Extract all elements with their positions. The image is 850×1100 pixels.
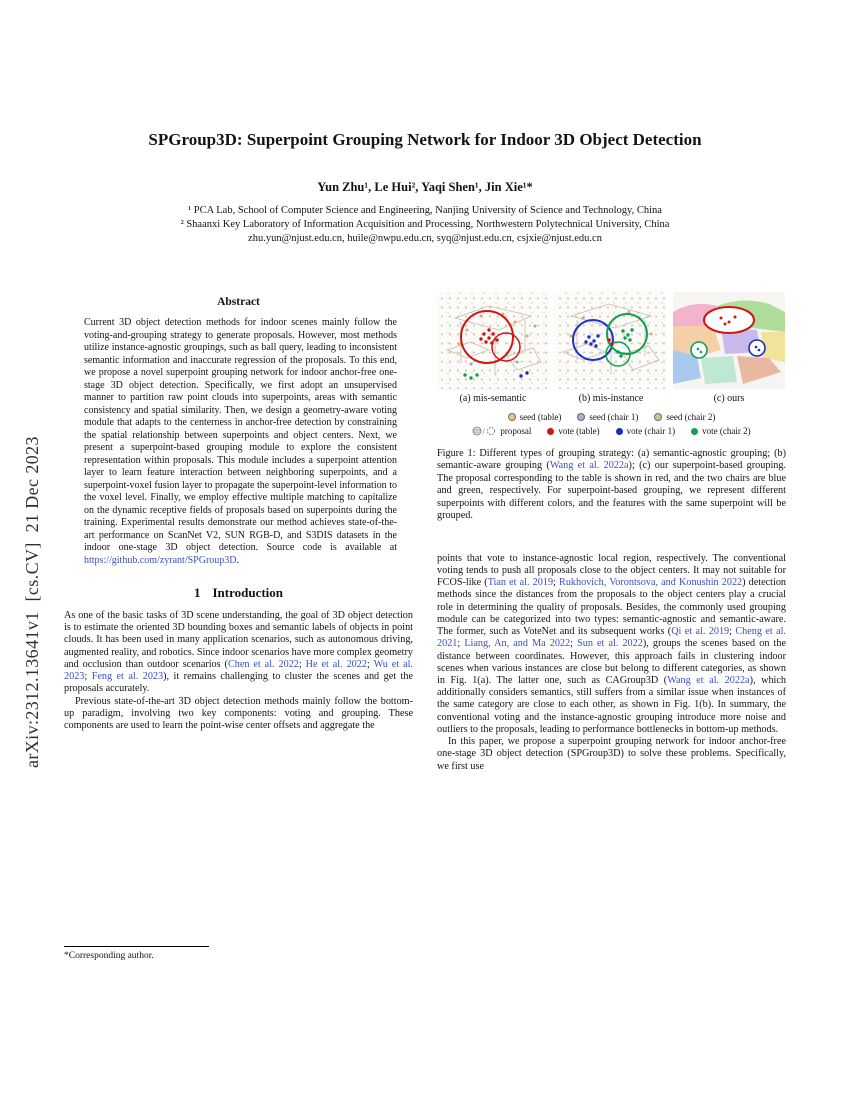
svg-text:/: /	[482, 427, 486, 436]
text-run: ), which additionally considers semantics, still suffers from a similar issue when instances of the same category are close to each other, as shown in Fig. 1(b). In summary, the conventional voting and the instance-agnostic grouping introduce more noise and outliers to the proposals, leading to performance bottlenecks in bottom-up methods.	[437, 674, 787, 735]
vote-chair1-points	[584, 334, 599, 347]
proposal-icon	[472, 426, 496, 436]
seed-table-swatch	[508, 413, 516, 421]
footnote-text: *Corresponding author.	[64, 951, 154, 961]
figure-1-panels	[437, 292, 786, 389]
source-code-link[interactable]: https://github.com/zyrant/SPGroup3D	[84, 554, 237, 566]
text-run: ;	[553, 577, 560, 589]
red-table-superpoint	[704, 307, 754, 333]
text-run: ); (c) our superpoint-based grouping. The proposal corresponding to the table is shown in red, and the two chairs are blue and green, respectively. For superpoint-based grouping, we represent different superpoints with different colors, and the features with the same superpoint will be grouped.	[437, 460, 787, 522]
paper-title: SPGroup3D: Superpoint Grouping Network for Indoor 3D Object Detection	[148, 130, 702, 149]
red-proposal-circle	[461, 311, 513, 363]
subcaption-b: (b) mis-instance	[578, 393, 644, 404]
citation-link[interactable]: Feng et al. 2023	[91, 671, 164, 683]
author-emails: zhu.yun@njust.edu.cn, huile@nwpu.edu.cn, syq@njust.edu.cn, csjxie@njust.edu.cn	[248, 233, 602, 244]
vote-chair2-points	[463, 373, 478, 379]
abstract-heading: Abstract	[217, 296, 260, 308]
text-run: ;	[570, 638, 578, 650]
right-column	[437, 292, 786, 773]
legend-item-seed-table	[508, 412, 562, 422]
intro-paragraph-1	[64, 610, 413, 696]
legend-label: vote (chair 1)	[626, 426, 676, 436]
citation-link[interactable]: He et al. 2022	[305, 658, 367, 670]
citation-link[interactable]: Cheng et al. 2021	[437, 626, 786, 650]
legend-item-seed-chair1	[577, 412, 638, 422]
right-paragraph-2: In this paper, we propose a superpoint grouping network for indoor anchor-free one-stage 3D object detection (SPGroup3D) to solve these problems. Specifically, we first use	[437, 736, 786, 772]
legend-label: proposal	[500, 426, 532, 436]
paper-header	[0, 130, 850, 244]
citation-link[interactable]: Rukhovich, Vorontsova, and Konushin 2022	[559, 577, 743, 589]
text-run: Current 3D object detection methods for indoor scenes mainly follow the voting-and-grouping strategy to generate proposals. However, most methods utilize instance-agnostic groupings, such as ball query, leading to inconsistent semantic information and inaccurate regression of the proposals. To this end, we propose a novel superpoint grouping network for indoor anchor-free one-stage 3D object detection. Specifically, we first adopt an unsupervised manner to partition raw point clouds into superpoints, areas with semantic consistency and spatial similarity. Then, we design a geometry-aware voting module that adapts to the centerness in anchor-free detection by constraining the spatial relationship between superpoints and object centers. Next, we present a superpoint-based grouping module to explore the consistent representation within proposals. This module includes a superpoint attention layer to learn feature interaction between neighboring superpoints, and a superpoint-voxel fusion layer to propagate the superpoint-level information to the voxel level. Finally, we employ effective multiple matching to capitalize on the dynamic receptive fields of proposals based on superpoints during the training. Experimental results demonstrate our method achieves state-of-the-art performance on ScanNet V2, SUN RGB-D, and S3DIS datasets in the indoor one-stage 3D object detection. Source code is available at	[84, 317, 397, 553]
red-proposal-circle-small	[492, 333, 520, 361]
figure-1-caption	[437, 448, 786, 523]
intro-paragraph-2: Previous state-of-the-art 3D object detection methods mainly follow the bottom-up paradigm, involving two key components: voting and grouping. These components are used to learn the point-wise center offsets and aggregate the	[64, 695, 413, 732]
text-run: As one of the basic tasks of 3D scene understanding, the goal of 3D object detection is to estimate the oriented 3D bounding boxes and semantic labels of objects in point clouds. It has been used in many application scenarios, such as autonomous driving, augmented reality, and robotics. Since indoor scenarios have more complex geometry and occlusion than outdoor scenarios (	[64, 610, 413, 670]
subcaption-c: (c) ours	[713, 393, 745, 404]
point-cloud-a	[437, 292, 549, 389]
superpoint-segments-c	[673, 292, 785, 389]
vote-chair1-points	[519, 371, 528, 377]
figure-panel-c	[673, 292, 785, 389]
point-cloud-b	[555, 292, 667, 389]
text-run: ), groups the scenes based on the distance between coordinates. However, this approach fails in clustering indoor scenes when various instances are close but belong to different categories, as shown in Fig. 1(a). The latter one, such as CAGroup3D (	[437, 638, 786, 686]
vote-table-dot	[547, 428, 554, 435]
legend-item-vote-table	[547, 426, 599, 436]
section-heading-introduction	[64, 585, 413, 601]
text-run: ;	[84, 671, 92, 683]
citation-link[interactable]: Qi et al. 2019	[671, 626, 730, 638]
citation-link[interactable]: Wang et al. 2022a	[549, 460, 629, 472]
legend-label: seed (table)	[519, 412, 562, 422]
citation-link[interactable]: Sun et al. 2022	[577, 638, 643, 650]
citation-link[interactable]: Liang, An, and Ma 2022	[464, 638, 571, 650]
legend-label: seed (chair 1)	[589, 412, 639, 422]
right-paragraph-1	[437, 553, 786, 737]
author-line: Yun Zhu¹, Le Hui², Yaqi Shen¹, Jin Xie¹*	[317, 180, 533, 194]
figure-panel-a	[437, 292, 549, 389]
text-run: Figure 1: Different types of grouping strategy: (a) semantic-agnostic grouping; (b) semantic-aware grouping (	[437, 448, 786, 472]
citation-link[interactable]: Wu et al. 2023	[64, 658, 413, 683]
vote-chair2-dot	[691, 428, 698, 435]
left-column	[64, 296, 413, 732]
text-run: ;	[729, 626, 736, 638]
citation-link[interactable]: Chen et al. 2022	[227, 658, 299, 670]
text-run: ) detection methods since the distances from the proposals to the object centers play a crucial role in determining the quality of proposals. Besides, the commonly used grouping module can be categorized into two types: semantic-agnostic and semantic-aware. The former, such as VoteNet and its subsequent works (	[437, 577, 787, 638]
legend-item-proposal	[472, 426, 531, 436]
text-run: ;	[298, 658, 306, 670]
blue-chair-superpoint	[749, 340, 765, 356]
citation-link[interactable]: Wang et al. 2022a	[667, 674, 750, 686]
legend-item-vote-chair2	[691, 426, 750, 436]
affiliation-1: ¹ PCA Lab, School of Computer Science and Engineering, Nanjing University of Science and Technology, China	[188, 205, 662, 216]
figure-subcaptions	[437, 393, 786, 404]
text-run: ;	[366, 658, 374, 670]
affiliation-2: ² Shaanxi Key Laboratory of Information Acquisition and Processing, Northwestern Polytechnical University, China	[180, 219, 670, 230]
text-run: points that vote to instance-agnostic local region, respectively. The conventional voting tends to push all proposals close to the object centers. It may not suitable for FCOS-like (	[437, 552, 786, 589]
subcaption-a: (a) mis-semantic	[459, 393, 527, 404]
section-number: 1	[193, 585, 201, 600]
text-run: ;	[457, 638, 465, 650]
vote-chair1-dot	[616, 428, 623, 435]
text-run: ), it remains challenging to cluster the scenes and get the proposals accurately.	[64, 671, 413, 695]
abstract-text	[84, 317, 397, 567]
legend-item-seed-chair2	[654, 412, 715, 422]
seed-chair1-swatch	[577, 413, 585, 421]
footnote-rule	[64, 946, 209, 947]
citation-link[interactable]: Tian et al. 2019	[487, 577, 554, 589]
corresponding-author-footnote	[64, 946, 413, 961]
seed-chair1-points	[470, 325, 537, 366]
figure-panel-b	[555, 292, 667, 389]
legend-label: vote (chair 2)	[702, 426, 751, 436]
seed-chair2-swatch	[654, 413, 662, 421]
section-title: Introduction	[212, 585, 284, 600]
green-chair-superpoint	[691, 342, 707, 358]
legend-label: vote (table)	[558, 426, 600, 436]
figure-legend	[437, 412, 786, 436]
arxiv-stamp: arXiv:2312.13641v1 [cs.CV] 21 Dec 2023	[22, 436, 42, 768]
legend-label: seed (chair 2)	[666, 412, 716, 422]
text-run: .	[236, 554, 239, 566]
legend-item-vote-chair1	[616, 426, 675, 436]
